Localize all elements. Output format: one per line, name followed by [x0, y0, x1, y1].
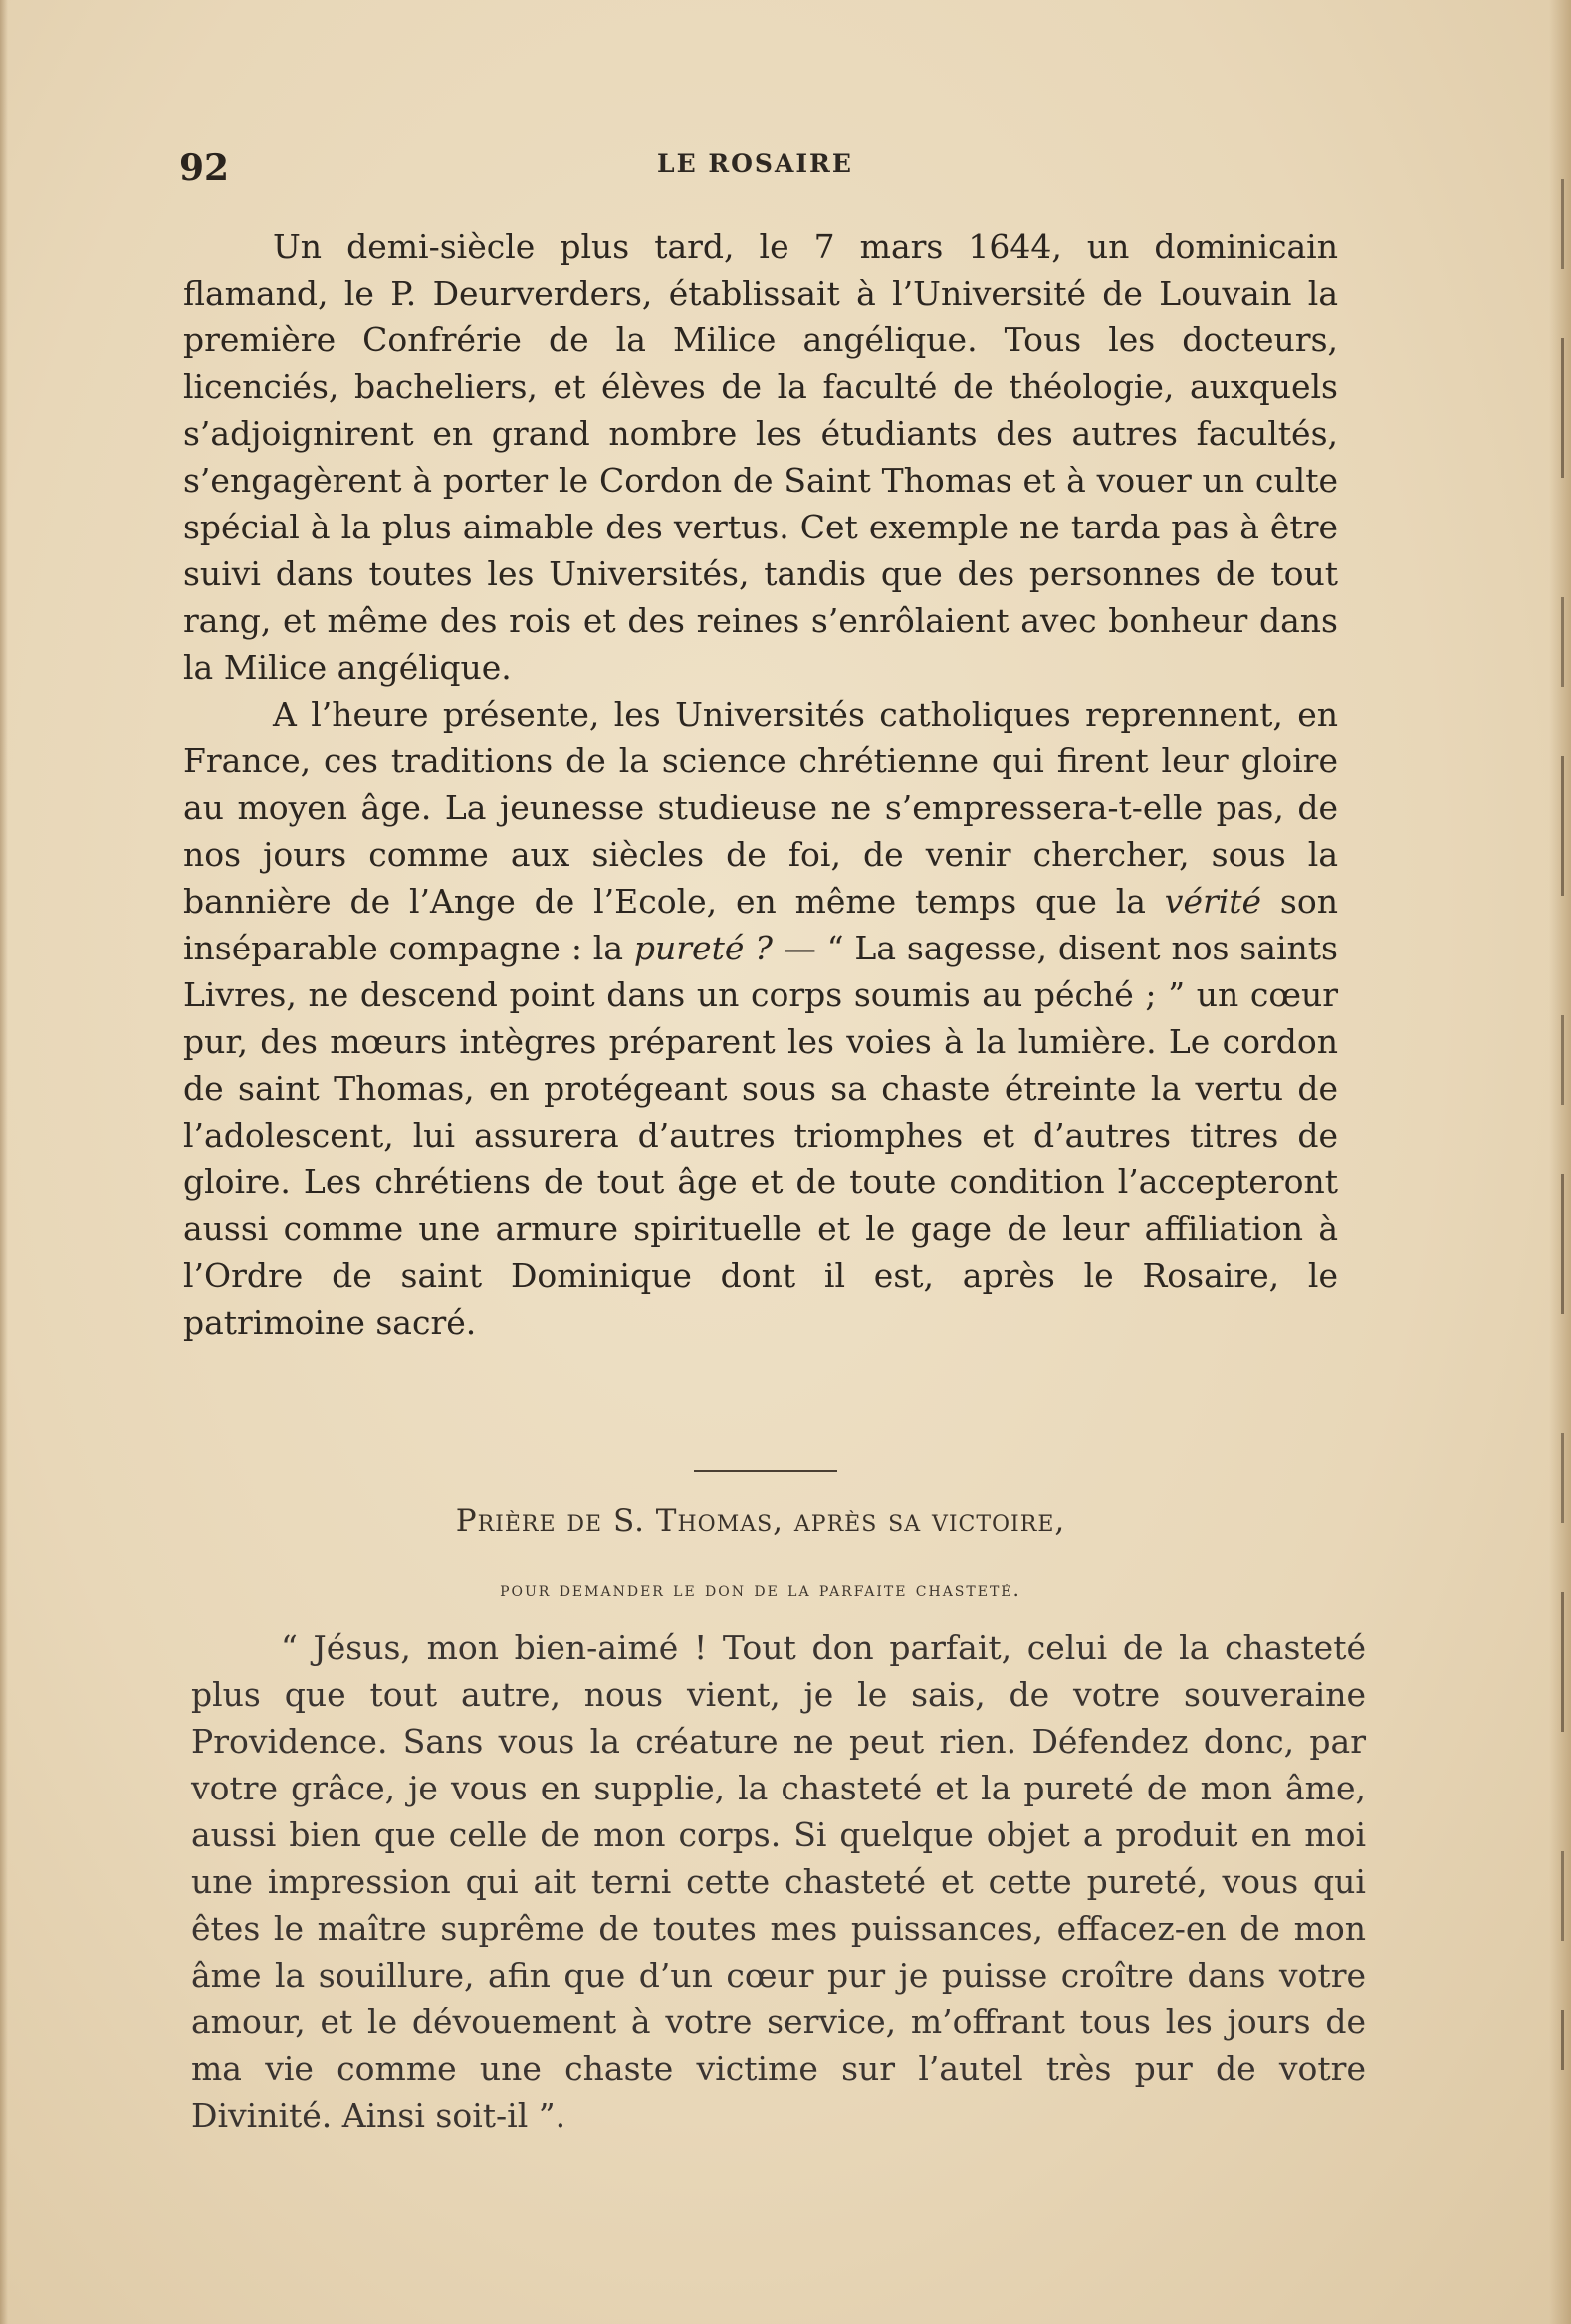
page-number: 92 [179, 147, 230, 189]
paragraph-2 [183, 691, 1338, 1346]
page-header [179, 147, 1334, 197]
prayer-title: Prière de S. Thomas, après sa victoire, [455, 1503, 1066, 1539]
paragraph-1: Un demi-siècle plus tard, le 7 mars 1644, un dominicain flamand, le P. Deurverders, établissait à l’Université de Louvain la première Confrérie de la Milice angélique. Tous les docteurs, licenciés, bacheliers, et élèves de la faculté de théologie, auxquels s’adjoignirent en grand nombre les étudiants des autres facultés, s’engagèrent à porter le Cordon de Saint Thomas et à vouer un culte spécial à la plus aimable des vertus. Cet exemple ne tarda pas à être suivi dans toutes les Universités, tandis que des personnes de tout rang, et même des rois et des reines s’enrôlaient avec bonheur dans la Milice angélique. [183, 227, 1338, 687]
section-divider [694, 1470, 837, 1472]
italic-purete: pureté ? [633, 929, 773, 967]
page-left-edge [0, 0, 8, 2324]
page-right-edge [1549, 0, 1571, 2324]
paragraph-2-text-2: son inséparable compagne : la [183, 882, 1338, 967]
running-title: LE ROSAIRE [657, 149, 853, 178]
prayer-subtitle: pour demander le don de la parfaite chasteté. [500, 1578, 1021, 1601]
paragraph-2-text-3: — “ La sagesse, disent nos saints Livres, ne descend point dans un corps soumis au péché ; ” un cœur pur, des mœurs intègres préparent les voies à la lumière. Le cordon de saint Thomas, en protégeant sous sa chaste étreinte la vertu de l’adolescent, lui assurera d’autres triomphes et d’autres titres de gloire. Les chrétiens de tout âge et de toute condition l’accepteront aussi comme une armure spirituelle et le gage de leur affiliation à l’Ordre de saint Dominique dont il est, après le Rosaire, le patrimoine sacré. [183, 929, 1338, 1342]
paragraph-2-text-1: A l’heure présente, les Universités catholiques reprennent, en France, ces traditions de la science chrétienne qui firent leur gloire au moyen âge. La jeunesse studieuse ne s’empressera-t-elle pas, de nos jours comme aux siècles de foi, de venir chercher, sous la bannière de l’Ange de l’Ecole, en même temps que la [183, 695, 1338, 921]
italic-verite: vérité [1164, 882, 1262, 921]
main-text [183, 223, 1338, 1346]
prayer-body [191, 1624, 1366, 2139]
prayer-paragraph: “ Jésus, mon bien-aimé ! Tout don parfait, celui de la chasteté plus que tout autre, nous vient, je le sais, de votre souveraine Providence. Sans vous la créature ne peut rien. Défendez donc, par votre grâce, je vous en supplie, la chasteté et la pureté de mon âme, aussi bien que celle de mon corps. Si quelque objet a produit en moi une impression qui ait terni cette chasteté et cette pureté, vous qui êtes le maître suprême de toutes mes puissances, effacez-en de mon âme la souillure, afin que d’un cœur pur je puisse croître dans votre amour, et le dévouement à votre service, m’offrant tous les jours de ma vie comme une chaste victime sur l’autel très pur de votre Divinité. Ainsi soit-il ”. [191, 1628, 1366, 2135]
